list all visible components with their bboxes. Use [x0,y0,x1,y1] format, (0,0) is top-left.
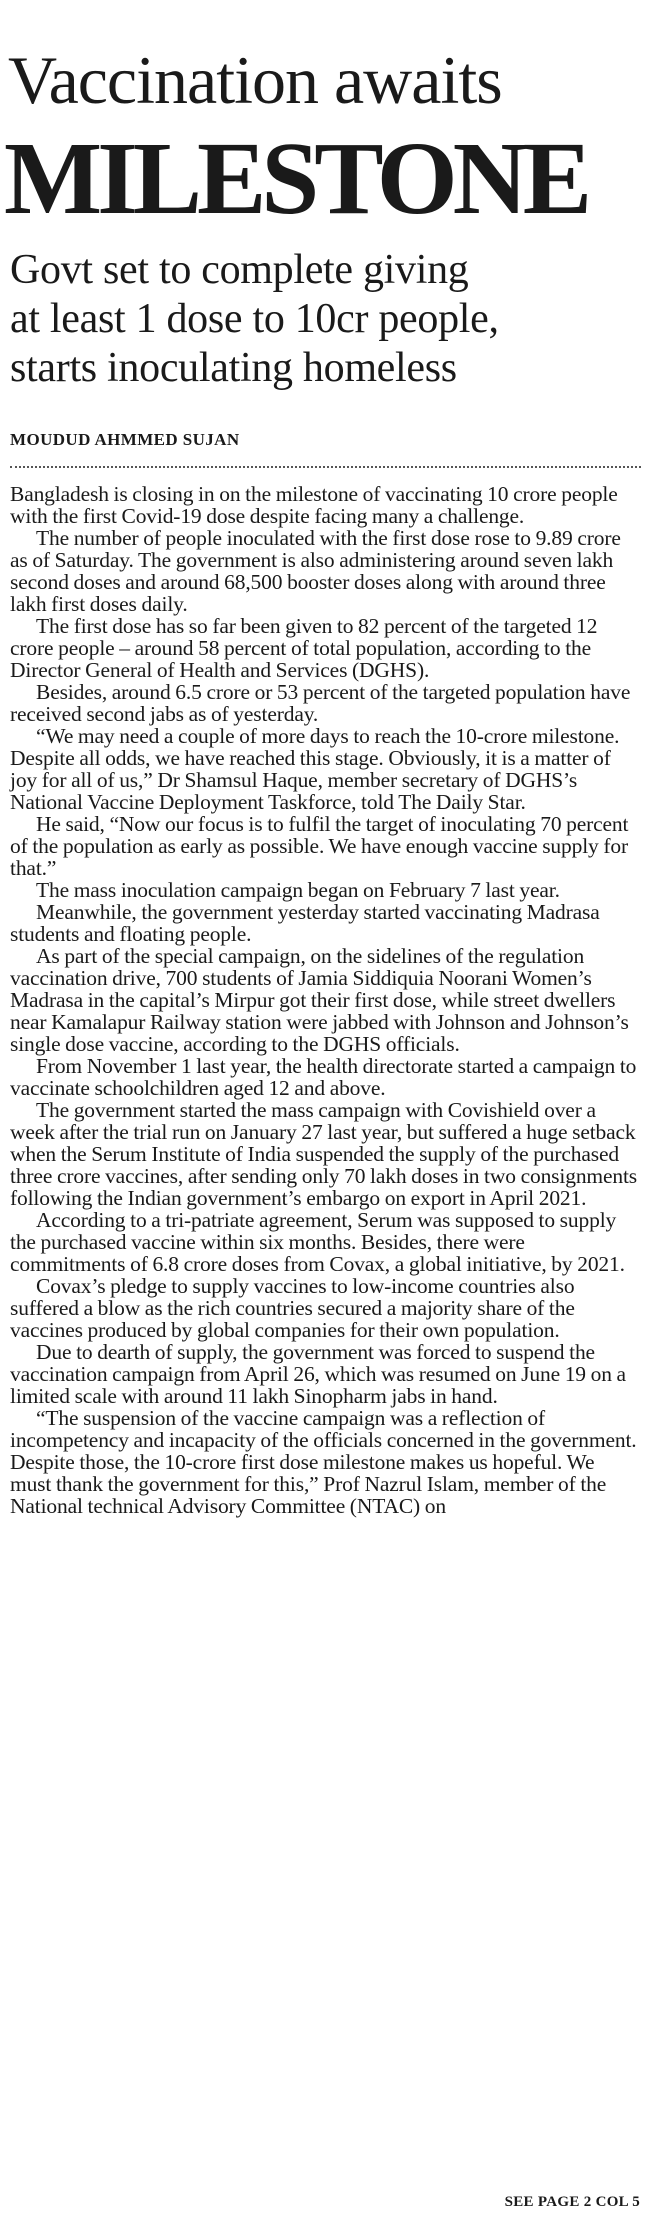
article-body [10,483,640,1517]
article-paragraph: The first dose has so far been given to 82 percent of the targeted 12 crore people – around 58 percent of total population, according to the Director General of Health and Services (DGHS). [10,614,598,682]
subheadline [10,246,645,393]
article-paragraph: He said, “Now our focus is to fulfil the target of inoculating 70 percent of the population as early as possible. We have enough vaccine supply for that.” [10,812,629,880]
article-paragraph: As part of the special campaign, on the sidelines of the regulation vaccination drive, 700 students of Jamia Siddiquia Noorani Women’s Madrasa in the capital’s Mirpur got their first dose, while street dwellers near Kamalapur Railway station were jabbed with Johnson and Johnson’s single dose vaccine, according to the DGHS officials. [10,944,629,1056]
subheadline-line: Govt set to complete giving [10,247,469,293]
dotted-divider [10,466,641,468]
subheadline-line: at least 1 dose to 10cr people, [10,296,499,342]
headline-line-1: Vaccination awaits [8,42,502,118]
article-paragraph: According to a tri-patriate agreement, Serum was supposed to supply the purchased vaccine within six months. Besides, there were commitments of 6.8 crore doses from Covax, a global initiative, by 2021. [10,1208,625,1276]
headline-line-2: MILESTONE [4,121,588,236]
article-paragraph: Bangladesh is closing in on the milestone of vaccinating 10 crore people with the first Covid-19 dose despite facing many a challenge. [10,482,618,528]
article-paragraph: Covax’s pledge to supply vaccines to low-income countries also suffered a blow as the rich countries secured a majority share of the vaccines produced by global companies for their own population. [10,1274,575,1342]
article-paragraph: The mass inoculation campaign began on February 7 last year. [36,878,560,902]
byline: MOUDUD AHMMED SUJAN [10,430,240,449]
article-paragraph: “We may need a couple of more days to reach the 10-crore milestone. Despite all odds, we have reached this stage. Obviously, it is a matter of joy for all of us,” Dr Shamsul Haque, member secretary of DGHS’s National Vaccine Deployment Taskforce, told The Daily Star. [10,724,620,814]
article-paragraph: Meanwhile, the government yesterday started vaccinating Madrasa students and floating people. [10,900,600,946]
continued-on-page-link[interactable]: SEE PAGE 2 COL 5 [504,2194,640,2210]
subheadline-line: starts inoculating homeless [10,345,457,391]
article-paragraph: Besides, around 6.5 crore or 53 percent of the targeted population have received second jabs as of yesterday. [10,680,631,726]
article-paragraph: Due to dearth of supply, the government was forced to suspend the vaccination campaign from April 26, which was resumed on June 19 on a limited scale with around 11 lakh Sinopharm jabs in hand. [10,1340,626,1408]
article-paragraph: From November 1 last year, the health directorate started a campaign to vaccinate schoolchildren aged 12 and above. [10,1054,637,1100]
article-paragraph: The government started the mass campaign with Covishield over a week after the trial run on January 27 last year, but suffered a huge setback when the Serum Institute of India suspended the supply of the purchased three crore vaccines, after sending only 70 lakh doses in two consignments following the Indian government’s embargo on export in April 2021. [10,1098,638,1210]
article-paragraph: The number of people inoculated with the first dose rose to 9.89 crore as of Saturday. The government is also administering around seven lakh second doses and around 68,500 booster doses along with around three lakh first doses daily. [10,526,621,616]
article-paragraph: “The suspension of the vaccine campaign was a reflection of incompetency and incapacity of the officials concerned in the government. Despite those, the 10-crore first dose milestone makes us hopeful. We must thank the government for this,” Prof Nazrul Islam, member of the National technical Advisory Committee (NTAC) on [10,1406,637,1518]
